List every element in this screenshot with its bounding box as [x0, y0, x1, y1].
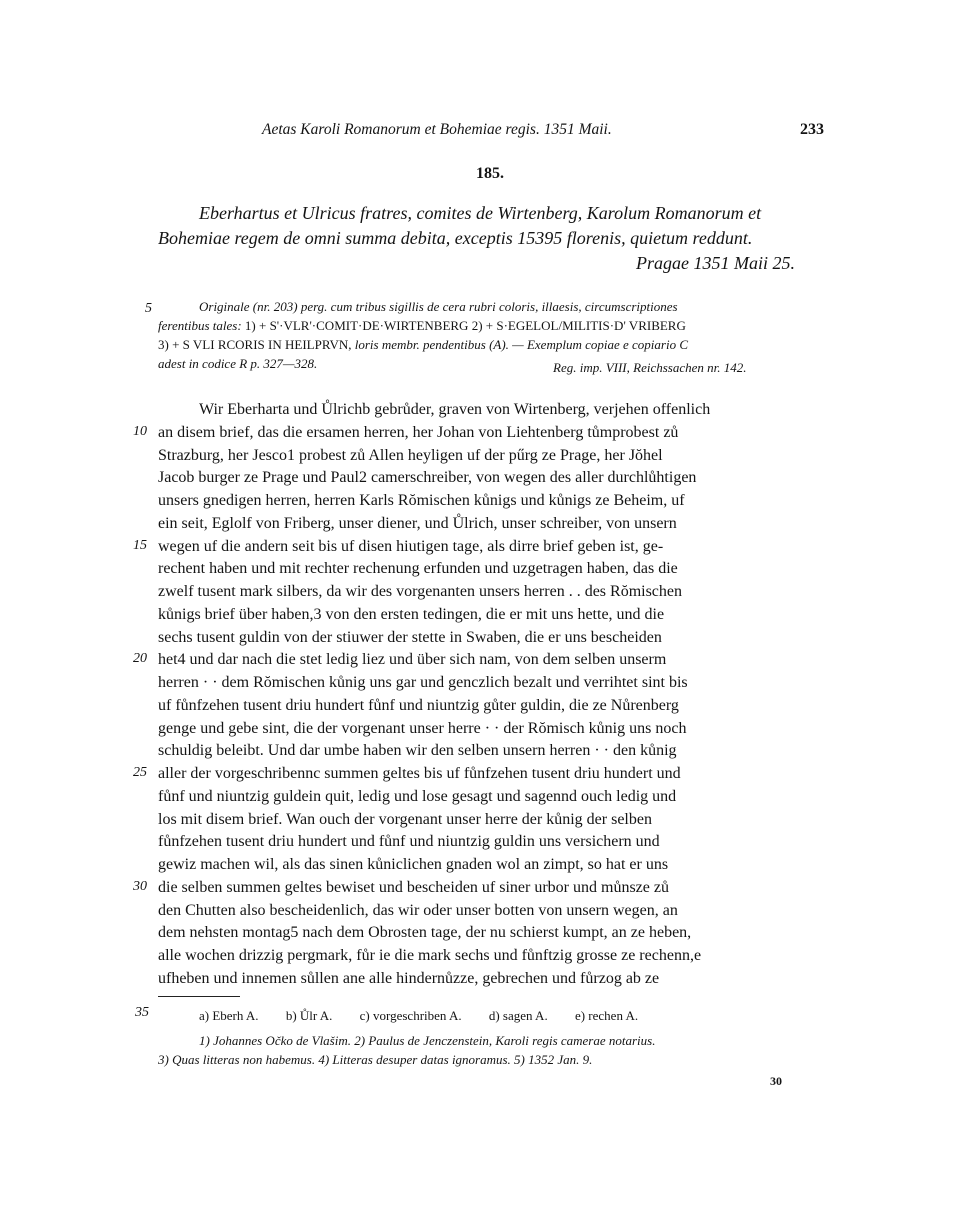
text-critical-notes: [199, 1006, 662, 1025]
body-line: schuldig beleibt. Und dar umbe haben wir den selben unsern herren · · den kůnig: [158, 742, 677, 760]
body-line: genge und gebe sint, die der vorgenant unser herre · · der Rŏmisch kůnig uns noch: [158, 719, 687, 737]
line-number: 10: [133, 423, 147, 439]
body-line: gewiz machen wil, als das sinen kůniclichen gnaden wol an zimpt, so hat er uns: [158, 856, 669, 873]
body-line: alle wochen drizzig pergmark, fůr ie die mark sechs und fůnftzig grosse ze rechenn,e: [158, 947, 702, 964]
description-lead: ferentibus tales:: [158, 318, 245, 333]
line-number: 25: [133, 765, 147, 780]
body-line: fůnf und niuntzig guldein quit, ledig und lose gesagt und sagennd ouch ledig und: [158, 787, 677, 805]
line-number: 20: [133, 651, 147, 667]
body-line: wegen uf die andern seit bis uf disen hiutigen tage, als dirre brief geben ist, ge-: [158, 537, 664, 555]
description-line: Originale (nr. 203) perg. cum tribus sigillis de cera rubri coloris, illaesis, circumscriptiones: [199, 299, 678, 314]
body-line: den Chutten also bescheidenlich, das wir oder unser botten von unsern wegen, an: [158, 901, 678, 919]
description-line: [158, 335, 688, 354]
critical-note: b) Ůlr A.: [285, 1008, 333, 1023]
footnote-divider: [158, 996, 240, 997]
body-line: Jacob burger ze Prage und Paul2 camerschreiber, von wegen des aller durchlůhtigen: [158, 469, 697, 487]
signature-mark: 30: [770, 1074, 782, 1088]
body-line: an disem brief, das die ersamen herren, her Johan von Liehtenberg tůmprobest zů: [158, 423, 679, 441]
critical-note: c) vorgeschriben A.: [359, 1008, 462, 1023]
regest-line: Eberhartus et Ulricus fratres, comites de Wirtenberg, Karolum Romanorum et: [199, 203, 762, 223]
seal-legend: 3) + S VLI RCORIS IN HEILPRVN,: [158, 337, 355, 352]
running-title: Aetas Karoli Romanorum et Bohemiae regis. 1351 Maii.: [262, 121, 612, 138]
body-line: ein seit, Eglolf von Friberg, unser diener, und Ůlrich, unser schreiber, von unsern: [158, 514, 677, 532]
body-line: Wir Eberharta und Ůlrichb gebrůder, graven von Wirtenberg, verjehen offenlich: [199, 401, 711, 418]
line-number: 35: [135, 1005, 149, 1020]
body-line: ufheben und innemen sůllen ane alle hindernůzze, gebrechen und fůrzog ab ze: [158, 969, 660, 987]
line-number: 15: [133, 537, 147, 553]
regesta-reference: Reg. imp. VIII, Reichssachen nr. 142.: [553, 360, 747, 375]
body-line: unsers gnedigen herren, herren Karls Rŏmischen kůnigs und kůnigs ze Beheim, uf: [158, 492, 685, 509]
description-line: adest in codice R p. 327—328.: [158, 356, 318, 371]
body-line: kůnigs brief über haben,3 von den ersten tedingen, die er mit uns hette, und die: [158, 605, 665, 623]
seal-legend: 1) + S'·VLR'·COMIT·DE·WIRTENBERG 2) + S·EGELOL/MILITIS·D' VRIBERG: [244, 318, 686, 333]
regest-place-date: Pragae 1351 Maii 25.: [636, 253, 795, 273]
description-line: [158, 316, 686, 335]
body-line: die selben summen geltes bewiset und bescheiden uf siner urbor und můnsze zů: [158, 878, 669, 896]
body-line: zwelf tusent mark silbers, da wir des vorgenanten unsers herren . . des Rŏmischen: [158, 583, 683, 600]
body-line: dem nehsten montag5 nach dem Obrosten tage, der nu schierst kumpt, an ze heben,: [158, 924, 692, 942]
body-line: rechent haben und mit rechter rechenung erfunden und uzgetragen haben, das die: [158, 560, 678, 578]
footnote-line: 1) Johannes Očko de Vlašim. 2) Paulus de Jenczenstein, Karoli regis camerae notarius.: [199, 1033, 656, 1048]
critical-note: d) sagen A.: [488, 1008, 548, 1023]
body-line: sechs tusent guldin von der stiuwer der stette in Swaben, die er uns bescheiden: [158, 628, 662, 646]
line-number: 30: [133, 878, 147, 894]
footnote-line: 3) Quas litteras non habemus. 4) Litteras desuper datas ignoramus. 5) 1352 Jan. 9.: [158, 1052, 593, 1067]
critical-note: a) Eberh A.: [199, 1008, 259, 1023]
description-tail: loris membr. pendentibus (A). — Exemplum copiae e copiario C: [354, 337, 688, 352]
body-line: los mit disem brief. Wan ouch der vorgenant unser herre der kůnig der selben: [158, 810, 652, 828]
body-line: het4 und dar nach die stet ledig liez und über sich nam, von dem selben unserm: [158, 651, 667, 669]
document-number: 185.: [476, 165, 504, 182]
critical-note: e) rechen A.: [574, 1008, 639, 1023]
page-number: 233: [800, 121, 824, 138]
line-number: 5: [145, 301, 152, 316]
body-line: Strazburg, her Jesco1 probest zů Allen heyligen uf der pűrg ze Prage, her Jŏhel: [158, 446, 663, 464]
body-line: uf fůnfzehen tusent driu hundert fůnf und niuntzig gůter guldin, die ze Nůrenberg: [158, 696, 679, 714]
regest-line: Bohemiae regem de omni summa debita, exceptis 15395 florenis, quietum reddunt.: [158, 228, 753, 248]
body-line: herren · · dem Rŏmischen kůnig uns gar und genczlich bezalt und verrihtet sint bis: [158, 674, 688, 691]
body-line: fůnfzehen tusent driu hundert und fůnf und niuntzig guldin uns versichern und: [158, 833, 660, 851]
body-line: aller der vorgeschribennc summen geltes bis uf fůnfzehen tusent driu hundert und: [158, 765, 681, 782]
